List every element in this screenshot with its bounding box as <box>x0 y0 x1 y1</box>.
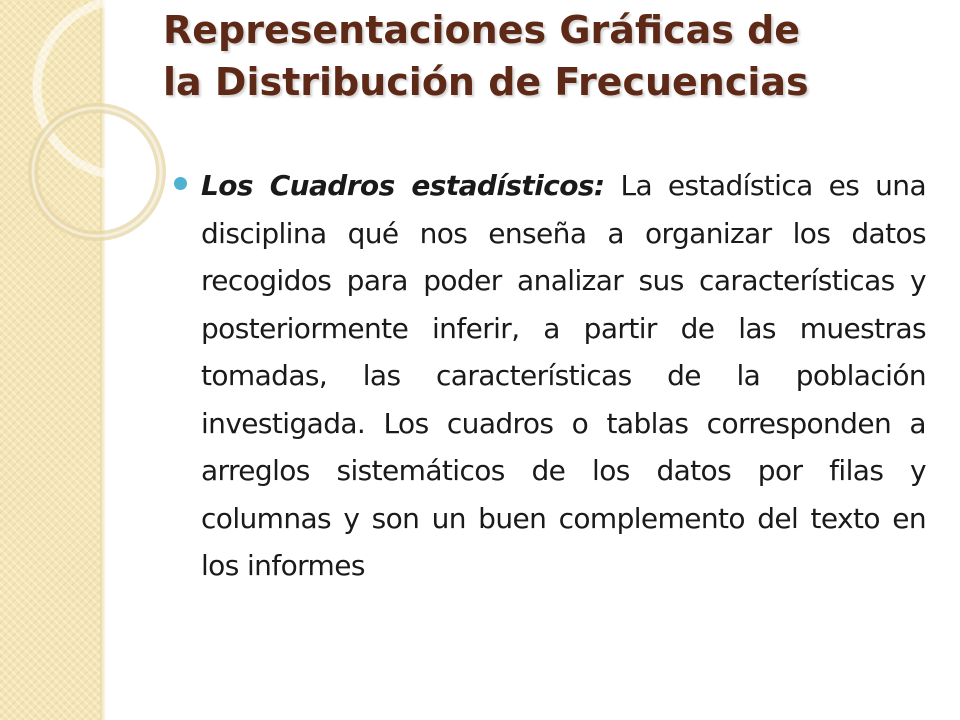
bullet-list <box>174 162 926 590</box>
bullet-term: Los Cuadros estadísticos: <box>201 169 605 202</box>
bullet-item <box>174 162 926 590</box>
slide-title-line-1: Representaciones Gráficas de <box>163 8 801 52</box>
bullet-dot-icon <box>174 177 187 190</box>
slide-title <box>163 4 923 108</box>
bullet-text <box>201 162 926 590</box>
bullet-body: La estadística es una disciplina qué nos enseña a organizar los datos recogidos para poder analizar sus características y posteriormente inferir, a partir de las muestras tomadas, las características de la población investigada. Los cuadros o tablas corresponden a arreglos sistemáticos de los datos por filas y columnas y son un buen complemento del texto en los informes <box>201 169 927 582</box>
slide-title-line-2: la Distribución de Frecuencias <box>163 60 809 104</box>
